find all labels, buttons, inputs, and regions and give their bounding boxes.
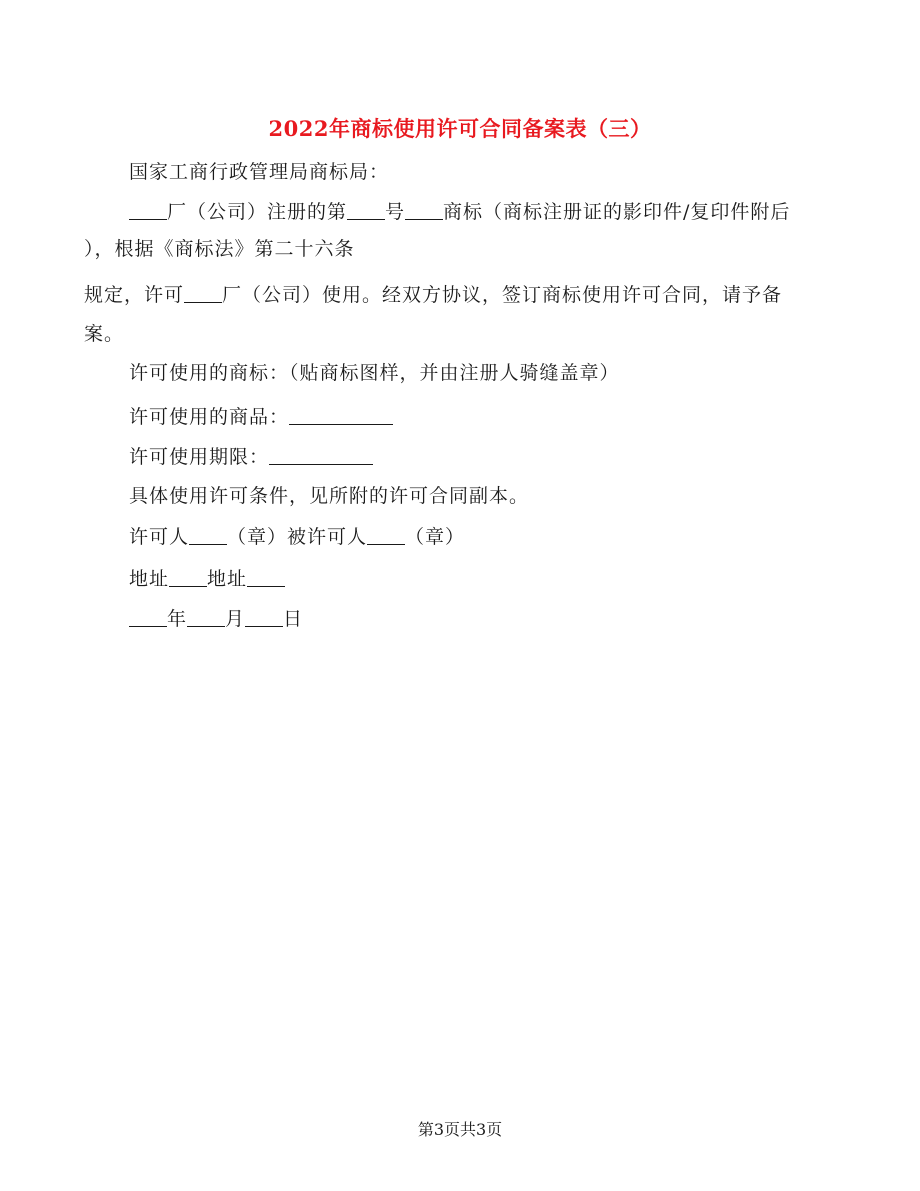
licensor-blank[interactable] bbox=[189, 524, 227, 545]
period-line bbox=[129, 444, 373, 469]
para1-line1 bbox=[129, 199, 790, 224]
address-blank-2[interactable] bbox=[247, 566, 285, 587]
licensee-label: （章）被许可人 bbox=[227, 526, 368, 548]
page-number: 第3页共3页 bbox=[417, 1120, 503, 1139]
conditions-text: 具体使用许可条件，见所附的许可合同副本。 bbox=[129, 485, 530, 507]
period-blank[interactable] bbox=[269, 444, 373, 465]
date-line bbox=[129, 606, 303, 631]
para2-line2 bbox=[84, 322, 124, 346]
goods-line bbox=[129, 404, 393, 429]
factory-blank[interactable] bbox=[129, 199, 167, 220]
day-label: 日 bbox=[283, 608, 304, 630]
year-blank[interactable] bbox=[129, 606, 167, 627]
para2-text1: 规定，许可 bbox=[84, 284, 185, 306]
seal-label: （章） bbox=[405, 526, 466, 548]
trademark-text: 许可使用的商标：（贴商标图样，并由注册人骑缝盖章） bbox=[129, 362, 620, 384]
trademark-name-blank[interactable] bbox=[405, 199, 443, 220]
month-blank[interactable] bbox=[187, 606, 225, 627]
licensee-blank[interactable] bbox=[367, 524, 405, 545]
address-label-2: 地址 bbox=[207, 568, 248, 590]
month-label: 月 bbox=[225, 608, 246, 630]
para2-line1 bbox=[84, 282, 782, 307]
para1-text1: 厂（公司）注册的第 bbox=[167, 201, 348, 223]
addressee-line bbox=[129, 160, 389, 184]
document-title: 2022年商标使用许可合同备案表（三） bbox=[268, 116, 652, 141]
para2-text2: 厂（公司）使用。经双方协议，签订商标使用许可合同，请予备 bbox=[222, 284, 783, 306]
address-blank-1[interactable] bbox=[169, 566, 207, 587]
year-label: 年 bbox=[167, 608, 188, 630]
para1-text2: 号 bbox=[385, 201, 406, 223]
signature-line bbox=[129, 524, 465, 549]
period-label: 许可使用期限： bbox=[129, 446, 270, 468]
addressee-text: 国家工商行政管理局商标局： bbox=[129, 161, 390, 183]
registration-number-blank[interactable] bbox=[347, 199, 385, 220]
para1-text3: 商标（商标注册证的影印件/复印件附后 bbox=[443, 201, 791, 223]
day-blank[interactable] bbox=[245, 606, 283, 627]
licensee-factory-blank[interactable] bbox=[184, 282, 222, 303]
para2-text3: 案。 bbox=[84, 323, 125, 345]
address-line bbox=[129, 566, 285, 591]
para1-line2 bbox=[84, 237, 355, 261]
para1-text4: ），根据《商标法》第二十六条 bbox=[84, 238, 355, 260]
goods-label: 许可使用的商品： bbox=[129, 406, 290, 428]
trademark-line bbox=[129, 361, 620, 385]
goods-blank[interactable] bbox=[289, 404, 393, 425]
address-label-1: 地址 bbox=[129, 568, 170, 590]
licensor-label: 许可人 bbox=[129, 526, 190, 548]
conditions-line bbox=[129, 484, 529, 508]
